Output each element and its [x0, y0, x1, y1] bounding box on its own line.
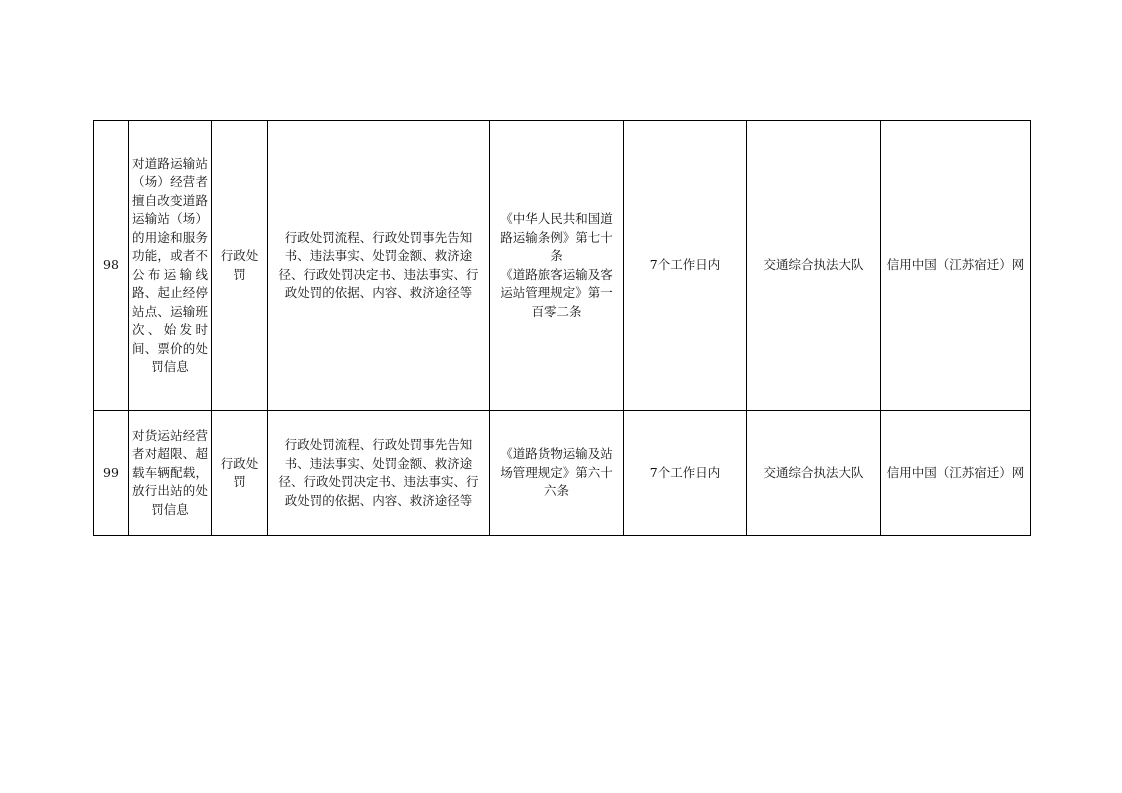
- legal-basis-line: 《道路旅客运输及客运站管理规定》第一百零二条: [500, 266, 613, 319]
- item-type: 行政处罚: [212, 411, 268, 536]
- disclosure-item: 对道路运输站（场）经营者擅自改变道路运输站（场）的用途和服务功能，或者不公布运输线路、起止经停站点、运输班次、始发时间、票价的处罚信息: [129, 121, 212, 411]
- time-limit: 7个工作日内: [624, 121, 747, 411]
- row-number: 98: [94, 121, 129, 411]
- legal-basis: [490, 121, 624, 411]
- table-row: [94, 121, 1031, 411]
- row-number: 99: [94, 411, 129, 536]
- table-row: [94, 411, 1031, 536]
- time-limit: 7个工作日内: [624, 411, 747, 536]
- disclosure-content: 行政处罚流程、行政处罚事先告知书、违法事实、处罚金额、救济途径、行政处罚决定书、违法事实、行政处罚的依据、内容、救济途径等: [268, 411, 490, 536]
- disclosure-table: [93, 120, 1031, 536]
- item-type: 行政处罚: [212, 121, 268, 411]
- legal-basis-line: 《中华人民共和国道路运输条例》第七十条: [500, 211, 613, 263]
- responsible-department: 交通综合执法大队: [747, 411, 881, 536]
- responsible-department: 交通综合执法大队: [747, 121, 881, 411]
- disclosure-content: 行政处罚流程、行政处罚事先告知书、违法事实、处罚金额、救济途径、行政处罚决定书、违法事实、行政处罚的依据、内容、救济途径等: [268, 121, 490, 411]
- legal-basis-line: 《道路货物运输及站场管理规定》第六十六条: [500, 446, 613, 499]
- disclosure-channel: 信用中国（江苏宿迁）网: [881, 411, 1031, 536]
- disclosure-item: 对货运站经营者对超限、超载车辆配载，放行出站的处罚信息: [129, 411, 212, 536]
- legal-basis: [490, 411, 624, 536]
- disclosure-channel: 信用中国（江苏宿迁）网: [881, 121, 1031, 411]
